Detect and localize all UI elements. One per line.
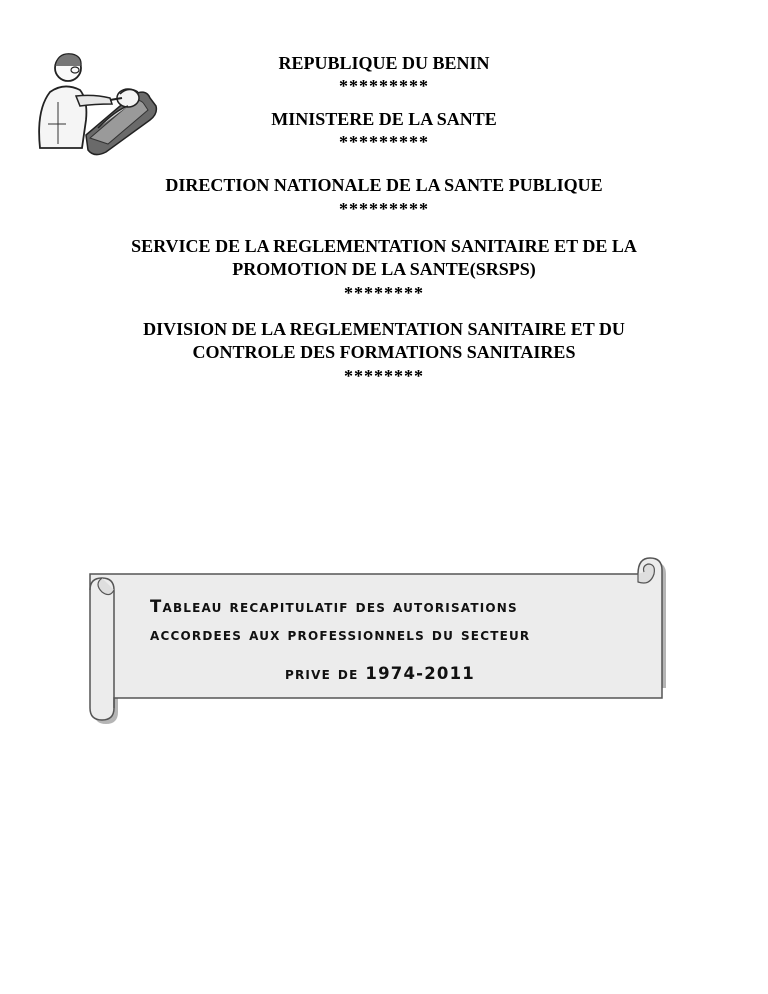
division-title-line2: CONTROLE DES FORMATIONS SANITAIRES <box>192 342 576 362</box>
banner-title-line3: prive de 1974-2011 <box>285 664 475 683</box>
ministry-title: MINISTERE DE LA SANTE <box>271 109 497 129</box>
banner-title-line2: accordees aux professionnels du secteur <box>150 625 531 644</box>
separator-stars: ******** <box>344 366 424 386</box>
separator-stars: ********* <box>339 132 429 152</box>
separator-stars: ******** <box>344 283 424 303</box>
banner-title-line1: Tableau recapitulatif des autorisations <box>150 597 518 616</box>
separator-stars: ********* <box>339 199 429 219</box>
service-title-line2: PROMOTION DE LA SANTE(SRSPS) <box>232 259 536 279</box>
direction-title: DIRECTION NATIONALE DE LA SANTE PUBLIQUE <box>165 175 603 195</box>
separator-stars: ********* <box>339 76 429 96</box>
service-title-line1: SERVICE DE LA REGLEMENTATION SANITAIRE ET DE LA <box>131 236 637 256</box>
division-title-line1: DIVISION DE LA REGLEMENTATION SANITAIRE ET DU <box>143 319 625 339</box>
country-title: REPUBLIQUE DU BENIN <box>278 53 490 73</box>
